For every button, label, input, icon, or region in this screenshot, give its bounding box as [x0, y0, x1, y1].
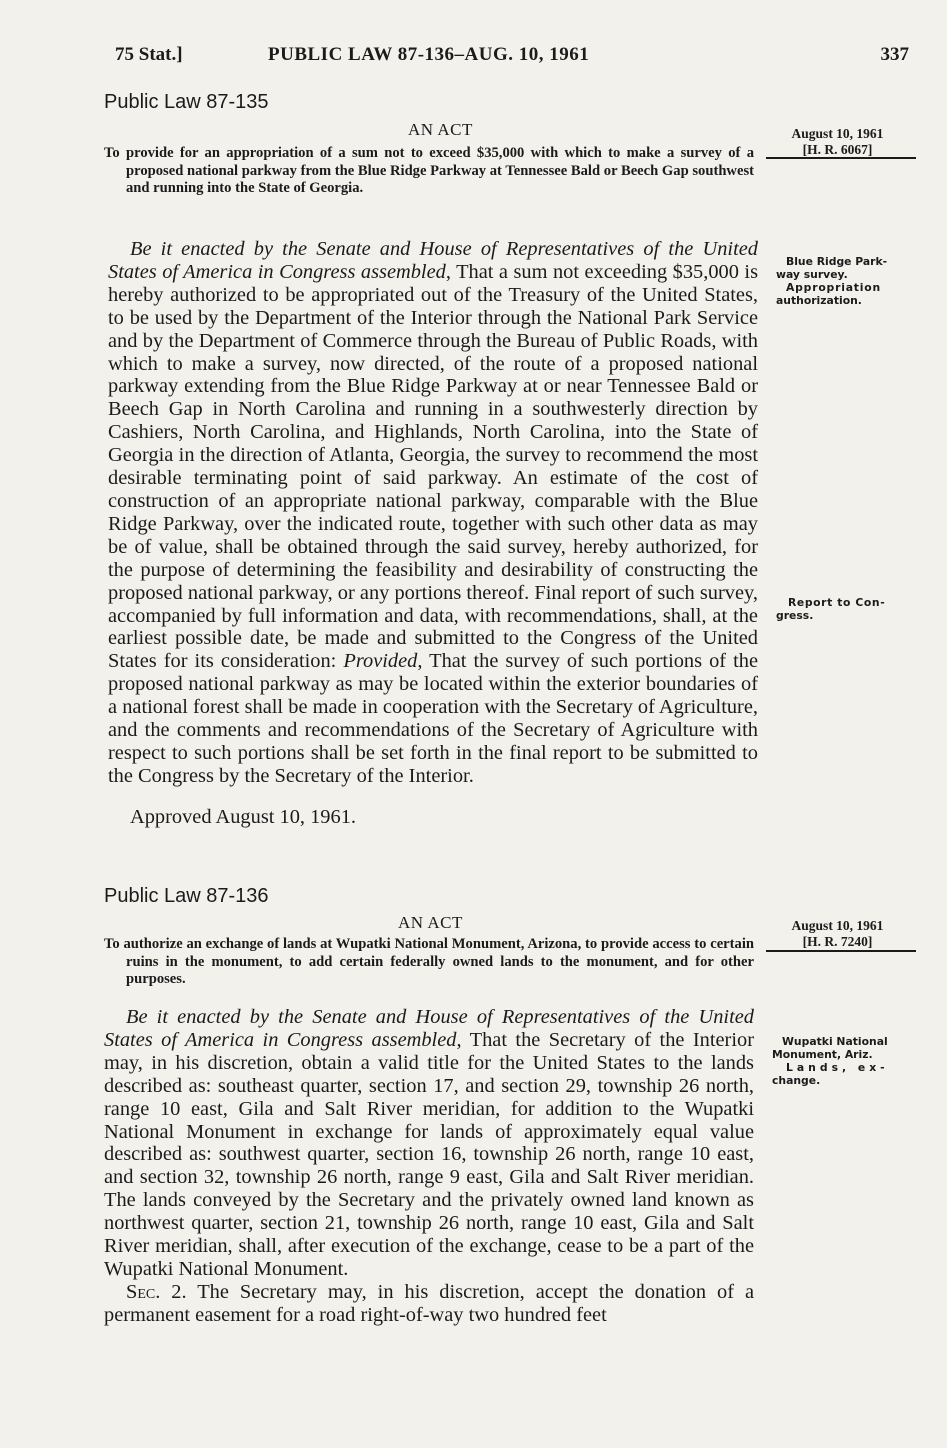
law2-body	[104, 1006, 754, 1327]
margin-line: gress.	[776, 609, 814, 622]
page-number: 337	[880, 44, 909, 65]
law2-purpose-text: To authorize an exchange of lands at Wupatki National Monument, Arizona, to provide access to certain ruins in the monument, to add certain federally owned lands to the monument, and for other purposes.	[104, 936, 754, 987]
law2-title: Public Law 87-136	[104, 885, 269, 907]
margin-line: Monument, Ariz.	[772, 1048, 873, 1061]
law1-provided: Provided	[343, 650, 418, 673]
margin-line: Appropriation	[786, 281, 881, 294]
law1-approved: Approved August 10, 1961.	[130, 806, 356, 828]
law1-date-rule	[766, 157, 916, 159]
law2-margin-note-wupatki	[772, 1035, 922, 1087]
law1-purpose-text: To provide for an appropriation of a sum not to exceed $35,000 with which to make a survey of a proposed national parkway from the Blue Ridge Parkway at Tennessee Bald or Beech Gap southwest and running into the State of Georgia.	[104, 145, 754, 196]
law1-enacting-clause: Be it enacted by the Senate and House of Representatives of the United States of America in Congress assembled	[108, 238, 758, 283]
law1-act-heading: AN ACT	[408, 120, 473, 139]
margin-line: Blue Ridge Park-	[786, 255, 888, 268]
law1-margin-note-report	[776, 596, 938, 622]
law2-date: August 10, 1961	[791, 918, 884, 933]
law2-date-note	[770, 918, 905, 950]
law2-act-heading: AN ACT	[398, 913, 463, 932]
law1-title: Public Law 87-135	[104, 91, 269, 113]
margin-line: authorization.	[776, 294, 862, 307]
law1-date-note	[770, 126, 905, 158]
law2-bill-number: [H. R. 7240]	[802, 934, 873, 949]
law1-body	[108, 238, 758, 788]
law2-date-rule	[766, 950, 916, 952]
header-title: PUBLIC LAW 87-136–AUG. 10, 1961	[268, 44, 590, 65]
law1-margin-note-survey	[776, 255, 926, 307]
law1-purpose	[104, 145, 754, 198]
law1-bill-number: [H. R. 6067]	[802, 142, 873, 157]
law2-enacting-clause: Be it enacted by the Senate and House of Representatives of the United States of America in Congress assembled	[104, 1006, 754, 1051]
law2-body-part1: , That the Secretary of the Interior may, in his discretion, obtain a valid title for the United States to the lands described as: southeast quarter, section 17, and section 29, township 26 north, range 10 east, Gila and Salt River meridian, for addition to the Wupatki National Monument in exchange for lands of approximately equal value described as: southwest quarter, section 16, township 26 north, range 10 east, and section 32, township 26 north, range 9 east, Gila and Salt River meridian. The lands conveyed by the Secretary and the privately owned land known as northwest quarter, section 21, township 26 north, range 10 east, Gila and Salt River meridian, shall, after execution of the exchange, cease to be a part of the Wupatki National Monument.	[104, 1028, 754, 1280]
statute-volume: 75 Stat.]	[115, 44, 183, 65]
running-header	[0, 44, 947, 74]
law1-body-part1: , That a sum not exceeding $35,000 is hereby authorized to be appropriated out of the Treasury of the United States, to be used by the Department of the Interior through the National Park Service and by the Department of Commerce through the Bureau of Public Roads, with which to make a survey, now directed, of the route of a proposed national parkway extending from the Blue Ridge Parkway at or near Tennessee Bald or Beech Gap in North Carolina and running in a southwesterly direction by Cashiers, North Carolina, and Highlands, North Carolina, into the State of Georgia in the direction of Atlanta, Georgia, the survey to recommend the most desirable terminating point of said parkway. An estimate of the cost of construction of an appropriate national parkway, comparable with the Blue Ridge Parkway, over the indicated route, together with such other data as may be of value, shall be obtained through the said survey, hereby authorized, for the purpose of determining the feasibility and desirability of constructing the proposed national parkway, or any portions thereof. Final report of such survey, accompanied by full information and data, with recommendations, shall, at the earliest possible date, be made and submitted to the Congress of the United States for its consideration:	[108, 260, 758, 673]
law1-paragraph	[108, 238, 758, 788]
margin-line: Lands, ex-	[786, 1061, 889, 1074]
law1-body-part2: , That the survey of such portions of the proposed national parkway as may be located within the exterior boundaries of a national forest shall be made in cooperation with the Secretary of Agriculture, and the comments and recommendations of the Secretary of Agriculture with respect to such portions shall be set forth in the final report to be submitted to the Congress by the Secretary of the Interior.	[108, 650, 758, 787]
law2-sec2-text: The Secretary may, in his discretion, accept the donation of a permanent easement for a road right-of-way two hundred feet	[104, 1280, 755, 1326]
law2-section-2	[104, 1281, 754, 1327]
law1-date: August 10, 1961	[791, 126, 884, 141]
margin-line: way survey.	[776, 268, 848, 281]
margin-line: Wupatki National	[782, 1035, 888, 1048]
law2-sec2-label: Sec. 2.	[126, 1280, 187, 1303]
margin-line: Report to Con-	[788, 596, 886, 609]
margin-line: change.	[772, 1074, 821, 1087]
law2-purpose	[104, 936, 754, 989]
law2-paragraph	[104, 1006, 754, 1281]
